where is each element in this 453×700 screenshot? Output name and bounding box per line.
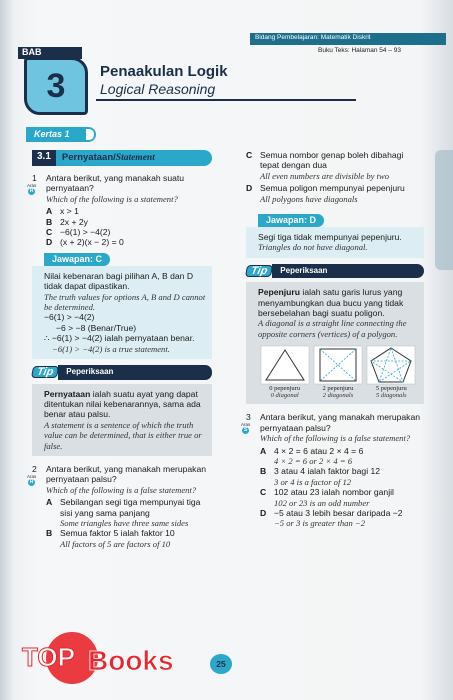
option-b: B Semua faktor 5 ialah faktor 10 All factors of 5 are factors of 10 bbox=[46, 528, 175, 549]
tip-badge: Tip bbox=[31, 366, 59, 378]
pentagon-icon bbox=[366, 345, 416, 385]
section-heading bbox=[32, 150, 212, 166]
left-column bbox=[27, 150, 212, 549]
answer-line: −6(1) > −4(2) bbox=[44, 312, 95, 323]
answer-line: −6(1) > −4(2) is a true statement. bbox=[52, 343, 170, 354]
question-number: 3 bbox=[246, 412, 251, 423]
paper-label: Kertas 1 bbox=[26, 127, 96, 142]
question-number: 1 bbox=[32, 173, 37, 183]
option-d: D −5 atau 3 lebih besar daripada −2 −5 or 3 is greater than −2 bbox=[260, 507, 403, 529]
option-a: A x > 1 bbox=[46, 206, 79, 217]
answer-text: Segi tiga tidak mempunyai pepenjuru. bbox=[258, 232, 402, 243]
question-2 bbox=[27, 463, 212, 495]
tip-heading bbox=[32, 365, 212, 379]
chapter-subtitle: Logical Reasoning bbox=[100, 81, 216, 97]
tip-text-en: A diagonal is a straight line connecting the opposite corners (vertices) of a polygon. bbox=[258, 318, 407, 339]
tip-box bbox=[246, 282, 424, 404]
answer-box bbox=[32, 266, 212, 359]
question-text-en: Which of the following is a statement? bbox=[46, 193, 178, 204]
option-d: D (x + 2)(x − 2) = 0 bbox=[46, 237, 124, 248]
option-c: C 102 atau 23 ialah nombor ganjil 102 or 23 is an odd number bbox=[260, 487, 394, 508]
tip-badge: Tip bbox=[245, 265, 273, 277]
question-number: 2 bbox=[32, 463, 37, 474]
topbooks-logo bbox=[14, 628, 204, 688]
chapter-label: BAB bbox=[18, 47, 82, 59]
textbook-reference: Buku Teks: Halaman 54 – 93 bbox=[318, 47, 401, 54]
option-d: D Semua poligon mempunyai pepenjuru All polygons have diagonals bbox=[246, 183, 405, 204]
answer-label: Jawapan: C bbox=[44, 253, 110, 266]
tip-text: Pernyataan ialah suatu ayat yang dapat ditentukan nilai kebenarannya, sama ada benar atau palsu. bbox=[44, 388, 201, 420]
tip-heading bbox=[246, 264, 424, 278]
tip-text-en: A statement is a sentence of which the truth value can be determined, that is either true or false. bbox=[44, 419, 202, 451]
answer-line: ∴ −6(1) > −4(2) ialah pernyataan benar. bbox=[44, 333, 195, 344]
question-text: Antara berikut, yang manakah merupakan pernyataan palsu? bbox=[260, 412, 421, 433]
question-1 bbox=[27, 173, 212, 204]
tip-label: Peperiksaan bbox=[58, 365, 212, 379]
answer-line: The truth values for options A, B and D cannot be determined. bbox=[44, 291, 206, 313]
chapter-number-box bbox=[24, 57, 88, 115]
option-c: C Semua nombor genap boleh dibahagi tepat dengan dua All even numbers are divisible by two bbox=[246, 150, 404, 181]
chapter-number: 3 bbox=[46, 66, 66, 105]
svg-text:TOP: TOP bbox=[22, 642, 75, 672]
level-badge: Aras R bbox=[27, 183, 37, 194]
answer-text-en: Triangles do not have diagonal. bbox=[258, 242, 368, 253]
question-text-en: Which of the following is a false statement? bbox=[46, 484, 197, 495]
tip-box bbox=[32, 384, 212, 456]
tip-label: Peperiksaan bbox=[272, 264, 424, 278]
option-b: B 3 atau 4 ialah faktor bagi 12 3 or 4 is a factor of 12 bbox=[260, 466, 381, 487]
section-title: Pernyataan/Statement bbox=[61, 151, 155, 163]
square-diagram: 2 pepenjuru 2 diagonals bbox=[311, 345, 364, 399]
option-a: A Sebilangan segi tiga mempunyai tiga sisi yang sama panjang Some triangles have three same sides bbox=[46, 497, 201, 528]
chapter-title: Penaakulan Logik bbox=[100, 63, 228, 80]
page-number: 25 bbox=[210, 654, 232, 674]
level-badge: Aras S bbox=[241, 422, 251, 434]
question-3 bbox=[241, 412, 424, 444]
option-c: C −6(1) > −4(2) bbox=[46, 227, 111, 238]
triangle-diagram: 0 pepenjuru 0 diagonal bbox=[258, 345, 311, 399]
right-column bbox=[241, 150, 424, 529]
answer-box bbox=[246, 227, 424, 258]
polygon-diagrams bbox=[258, 345, 418, 399]
option-b: B 2x + 2y bbox=[46, 216, 88, 227]
title-underline bbox=[96, 99, 356, 101]
pentagon-diagram: 5 pepenjuru 5 diagonals bbox=[365, 345, 418, 399]
question-text: Antara berikut, yang manakah suatu pernyataan? bbox=[46, 173, 185, 194]
svg-text:Books: Books bbox=[88, 645, 174, 676]
page-edge-tab bbox=[435, 150, 453, 270]
answer-line: −6 > −8 (Benar/True) bbox=[56, 322, 137, 333]
question-text-en: Which of the following is a false statement? bbox=[260, 433, 411, 444]
tip-text: Pepenjuru ialah satu garis lurus yang menyambungkan dua bucu yang tidak bersebelahan bagi suatu poligon. bbox=[258, 287, 404, 319]
answer-label: Jawapan: D bbox=[258, 214, 324, 227]
answer-line: Nilai kebenaran bagi pilihan A, B dan D tidak dapat dipastikan. bbox=[44, 270, 194, 292]
question-text: Antara berikut, yang manakah merupakan pernyataan palsu? bbox=[46, 463, 207, 485]
square-icon bbox=[313, 345, 363, 385]
subject-banner: Bidang Pembelajaran: Matematik Diskrit bbox=[250, 33, 446, 45]
section-number: 3.1 bbox=[32, 150, 56, 166]
level-badge: Aras R bbox=[27, 473, 37, 485]
triangle-icon bbox=[260, 345, 310, 385]
option-a: A 4 × 2 = 6 atau 2 × 4 = 6 4 × 2 = 6 or 2 × 4 = 6 bbox=[260, 445, 364, 466]
